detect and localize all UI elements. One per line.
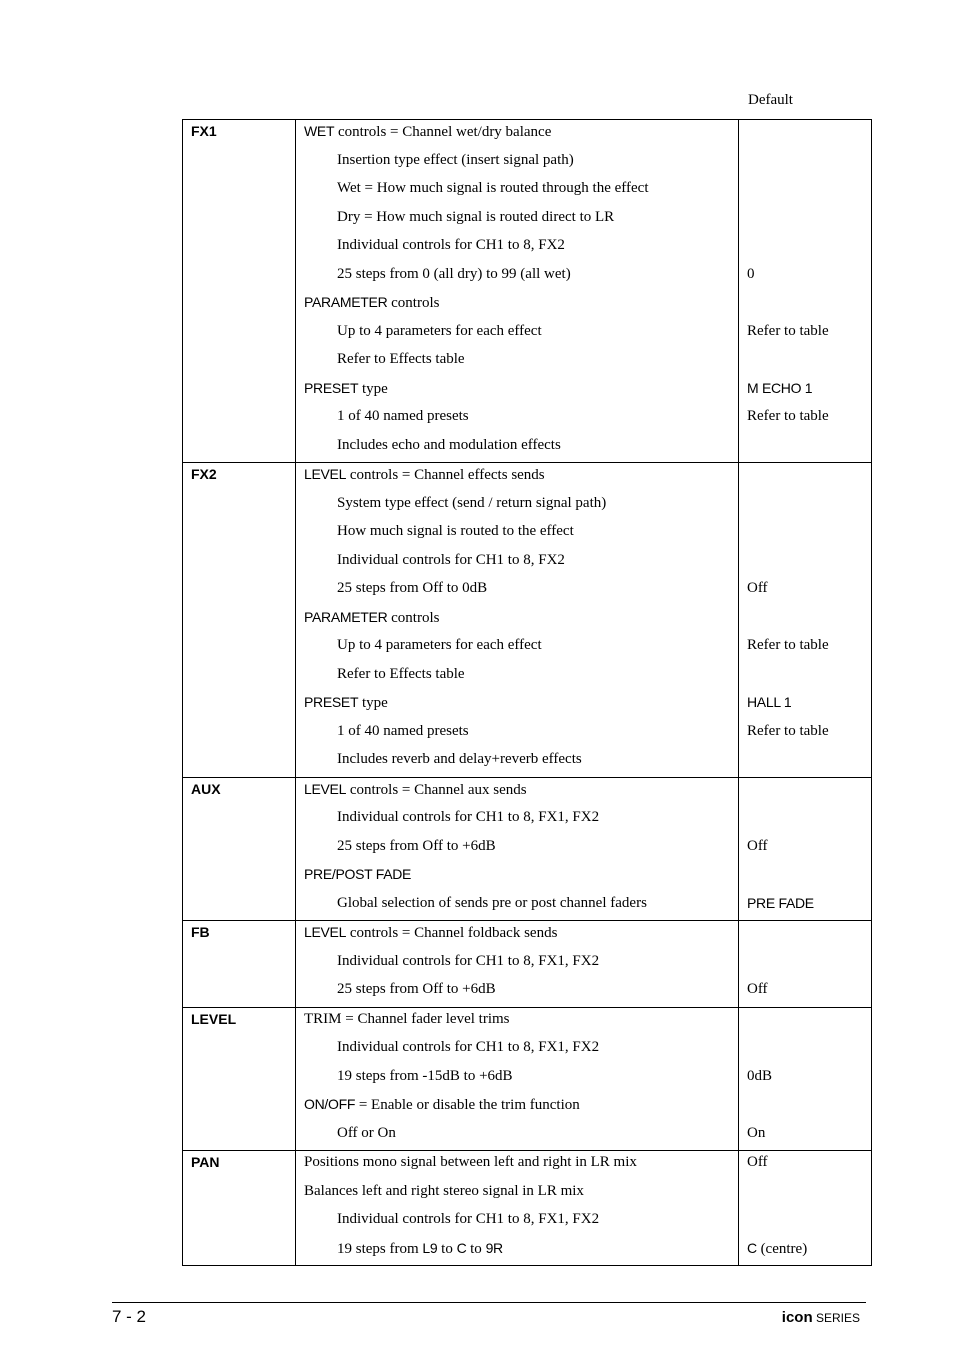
default-cell	[739, 1151, 872, 1266]
description-line	[296, 492, 738, 521]
description-text: Individual controls for CH1 to 8, FX2	[337, 237, 565, 253]
description-text: controls	[387, 295, 440, 311]
description-cell	[296, 1151, 739, 1266]
section-row	[183, 463, 872, 778]
section-row	[183, 1151, 872, 1266]
description-text: System type effect (send / return signal path)	[337, 494, 607, 511]
default-line	[739, 634, 871, 663]
default-value: Off	[747, 837, 768, 854]
description-line	[296, 634, 738, 663]
description-text: Up to 4 parameters for each effect	[337, 637, 542, 653]
section-row	[183, 120, 872, 463]
control-keyword: PRESET	[304, 694, 359, 710]
description-cell	[296, 463, 739, 778]
description-text: controls = Channel foldback sends	[346, 925, 558, 941]
description-text: to	[466, 1240, 486, 1257]
series-brand	[782, 1309, 860, 1327]
default-cell	[739, 777, 872, 921]
description-text: Global selection of sends pre or post channel faders	[337, 894, 647, 911]
pan-right-value: 9R	[485, 1239, 503, 1256]
default-line	[739, 348, 871, 377]
control-keyword: WET	[304, 123, 335, 139]
description-line	[296, 434, 738, 463]
section-row	[183, 921, 872, 1008]
default-line	[739, 577, 871, 606]
description-line	[296, 549, 738, 578]
default-preset-value: M ECHO 1	[747, 379, 813, 396]
description-text: Balances left and right stereo signal in LR mix	[304, 1182, 584, 1199]
description-text: type	[358, 695, 388, 711]
description-line	[296, 320, 738, 349]
default-line	[739, 405, 871, 434]
description-line	[296, 291, 738, 320]
section-name: PAN	[191, 1154, 220, 1170]
section-name: FX2	[191, 466, 217, 482]
description-cell	[296, 921, 739, 1008]
section-row	[183, 1007, 872, 1151]
default-line	[739, 377, 871, 406]
description-line	[296, 577, 738, 606]
control-keyword: PARAMETER	[304, 608, 388, 625]
pan-left-value: L9	[422, 1239, 438, 1256]
default-value: Off	[747, 580, 768, 596]
description-text: controls	[387, 609, 440, 626]
description-line	[296, 1237, 738, 1266]
default-value: Off	[747, 1154, 768, 1170]
default-line	[739, 1008, 871, 1037]
control-keyword: LEVEL	[304, 924, 347, 940]
description-line	[296, 348, 738, 377]
description-text: Individual controls for CH1 to 8, FX1, FX2	[337, 952, 600, 969]
description-line	[296, 835, 738, 864]
default-line	[739, 1208, 871, 1237]
description-cell	[296, 777, 739, 921]
section-row	[183, 777, 872, 921]
description-cell	[296, 120, 739, 463]
control-keyword: PARAMETER	[304, 294, 388, 310]
description-text: controls = Channel aux sends	[346, 781, 527, 798]
default-line	[739, 291, 871, 320]
default-line	[739, 835, 871, 864]
description-text: How much signal is routed to the effect	[337, 523, 574, 539]
description-text: Off or On	[337, 1124, 396, 1141]
description-text: Individual controls for CH1 to 8, FX1, FX2	[337, 1211, 600, 1227]
section-name: FB	[191, 924, 210, 940]
default-line	[739, 206, 871, 235]
description-line	[296, 950, 738, 979]
default-line	[739, 892, 871, 921]
default-line	[739, 720, 871, 749]
description-line	[296, 863, 738, 892]
default-line	[739, 748, 871, 777]
default-value: (centre)	[756, 1240, 808, 1257]
description-text: Insertion type effect (insert signal path)	[337, 151, 574, 168]
description-text: Includes echo and modulation effects	[337, 436, 561, 453]
description-text: 1 of 40 named presets	[337, 408, 469, 424]
description-text: = Enable or disable the trim function	[355, 1097, 580, 1113]
description-text: controls = Channel effects sends	[346, 467, 545, 483]
description-line	[296, 806, 738, 835]
description-line	[296, 1151, 738, 1180]
description-text: 1 of 40 named presets	[337, 722, 469, 739]
description-line	[296, 606, 738, 635]
section-name: FX1	[191, 123, 217, 139]
description-text: TRIM = Channel fader level trims	[304, 1010, 510, 1027]
description-line	[296, 720, 738, 749]
description-line	[296, 1208, 738, 1237]
description-line	[296, 377, 738, 406]
description-line	[296, 149, 738, 178]
page-number: 7 - 2	[112, 1307, 147, 1326]
section-name-cell	[183, 1007, 296, 1151]
control-keyword: PRE/POST FADE	[304, 866, 412, 882]
description-text: 25 steps from Off to +6dB	[337, 837, 496, 854]
description-line	[296, 1008, 738, 1037]
default-line	[739, 863, 871, 892]
description-line	[296, 921, 738, 950]
description-text: Individual controls for CH1 to 8, FX1, FX2	[337, 809, 600, 825]
default-line	[739, 1180, 871, 1209]
description-line	[296, 1122, 738, 1151]
section-name-cell	[183, 463, 296, 778]
description-line	[296, 520, 738, 549]
default-value: 0	[747, 265, 755, 282]
default-line	[739, 492, 871, 521]
description-text: type	[358, 380, 388, 397]
default-value: Refer to table	[747, 722, 829, 739]
description-text: to	[437, 1240, 457, 1257]
default-preset-value: C	[747, 1239, 757, 1256]
default-cell	[739, 120, 872, 463]
description-line	[296, 1093, 738, 1122]
section-name: AUX	[191, 780, 221, 797]
description-text: Dry = How much signal is routed direct to LR	[337, 208, 615, 225]
description-cell	[296, 1007, 739, 1151]
default-line	[739, 234, 871, 263]
description-text: Refer to Effects table	[337, 351, 465, 367]
default-cell	[739, 1007, 872, 1151]
default-line	[739, 320, 871, 349]
description-line	[296, 206, 738, 235]
default-line	[739, 921, 871, 950]
brand-name: icon	[781, 1309, 813, 1326]
description-line	[296, 778, 738, 807]
default-value: Refer to table	[747, 408, 829, 424]
default-line	[739, 1065, 871, 1094]
default-line	[739, 120, 871, 149]
brand-series: SERIES	[812, 1311, 860, 1325]
description-text: 25 steps from Off to +6dB	[337, 981, 496, 997]
description-text: Refer to Effects table	[337, 665, 465, 682]
description-text: Individual controls for CH1 to 8, FX2	[337, 551, 565, 568]
default-value: Off	[747, 981, 768, 997]
control-keyword: LEVEL	[304, 780, 347, 797]
default-cell	[739, 921, 872, 1008]
settings-table	[182, 119, 872, 1266]
description-text: controls = Channel wet/dry balance	[334, 124, 552, 140]
control-keyword: LEVEL	[304, 466, 347, 482]
control-keyword: PRESET	[304, 379, 359, 396]
section-name-cell	[183, 777, 296, 921]
description-line	[296, 892, 738, 921]
description-line	[296, 1180, 738, 1209]
default-cell	[739, 463, 872, 778]
default-value: Refer to table	[747, 637, 829, 653]
footer-rule	[112, 1302, 866, 1303]
default-line	[739, 520, 871, 549]
description-line	[296, 120, 738, 149]
description-line	[296, 978, 738, 1007]
description-text: 19 steps from -15dB to +6dB	[337, 1067, 513, 1084]
description-text: Positions mono signal between left and right in LR mix	[304, 1154, 637, 1170]
description-text: Wet = How much signal is routed through the effect	[337, 180, 649, 196]
control-keyword: ON/OFF	[304, 1096, 356, 1112]
description-line	[296, 1036, 738, 1065]
description-line	[296, 177, 738, 206]
default-value: Refer to table	[747, 322, 829, 339]
description-text: 25 steps from 0 (all dry) to 99 (all wet)	[337, 265, 571, 282]
default-line	[739, 1122, 871, 1151]
pan-centre-value: C	[456, 1239, 467, 1256]
default-line	[739, 149, 871, 178]
description-text: 25 steps from Off to 0dB	[337, 580, 488, 596]
default-line	[739, 463, 871, 492]
description-text: Up to 4 parameters for each effect	[337, 322, 542, 339]
description-line	[296, 1065, 738, 1094]
description-text: 19 steps from	[337, 1240, 423, 1257]
default-value: On	[747, 1124, 766, 1141]
default-line	[739, 606, 871, 635]
section-name-cell	[183, 1151, 296, 1266]
section-name: LEVEL	[191, 1010, 237, 1027]
default-line	[739, 806, 871, 835]
default-line	[739, 263, 871, 292]
default-preset-value: PRE FADE	[747, 894, 814, 911]
description-text: Individual controls for CH1 to 8, FX1, FX2	[337, 1039, 600, 1055]
description-line	[296, 663, 738, 692]
default-value: 0dB	[747, 1067, 773, 1084]
description-line	[296, 463, 738, 492]
description-text: Includes reverb and delay+reverb effects	[337, 751, 582, 767]
default-preset-value: HALL 1	[747, 694, 792, 710]
description-line	[296, 234, 738, 263]
default-line	[739, 950, 871, 979]
section-name-cell	[183, 921, 296, 1008]
default-line	[739, 434, 871, 463]
description-line	[296, 691, 738, 720]
default-line	[739, 663, 871, 692]
default-line	[739, 1237, 871, 1266]
default-column-heading: Default	[748, 92, 793, 108]
default-line	[739, 1151, 871, 1180]
description-line	[296, 263, 738, 292]
default-line	[739, 1036, 871, 1065]
default-line	[739, 549, 871, 578]
default-line	[739, 778, 871, 807]
default-line	[739, 177, 871, 206]
default-line	[739, 691, 871, 720]
default-line	[739, 978, 871, 1007]
section-name-cell	[183, 120, 296, 463]
default-line	[739, 1093, 871, 1122]
description-line	[296, 405, 738, 434]
description-line	[296, 748, 738, 777]
